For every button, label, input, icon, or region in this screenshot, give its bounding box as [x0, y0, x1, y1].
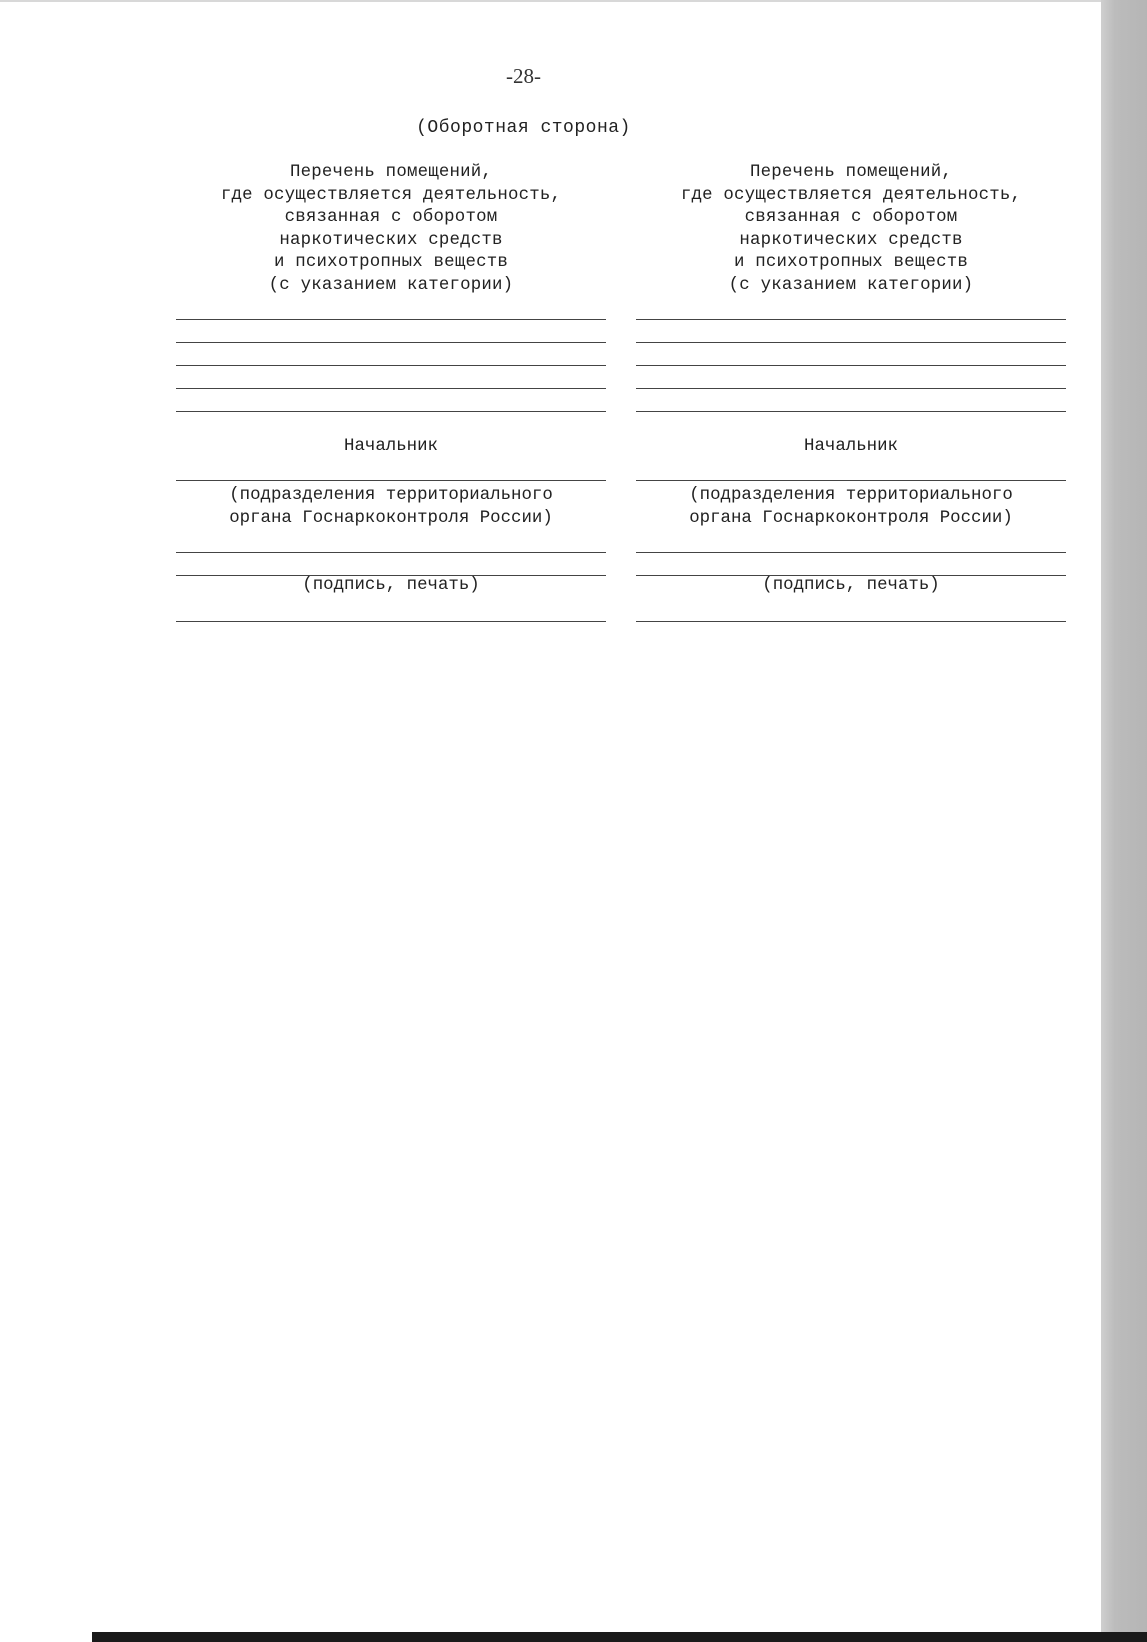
chief-name-line[interactable]: [176, 480, 606, 481]
signature-label: (подпись, печать): [302, 576, 480, 595]
chief-label: Начальник: [804, 437, 898, 456]
scan-bottom-bar: [92, 1632, 1147, 1642]
org-label: (подразделения территориального органа Госнаркоконтроля России): [689, 486, 1013, 528]
signature-line[interactable]: [636, 621, 1066, 622]
premises-entry-line-1[interactable]: [176, 319, 606, 320]
left-column: [176, 162, 606, 595]
org-entry-line-1[interactable]: [176, 552, 606, 553]
premises-entry-line-4[interactable]: [636, 388, 1066, 389]
scan-top-edge: [0, 0, 1147, 2]
premises-entry-line-3[interactable]: [636, 365, 1066, 366]
premises-entry-line-5[interactable]: [176, 411, 606, 412]
premises-list-title: Перечень помещений, где осуществляется деятельность, связанная с оборотом наркотических средств и психотропных веществ (с указанием категории): [680, 163, 1022, 295]
org-entry-line-1[interactable]: [636, 552, 1066, 553]
right-column: [636, 162, 1066, 595]
premises-entry-line-2[interactable]: [636, 342, 1066, 343]
premises-entry-line-3[interactable]: [176, 365, 606, 366]
page-number: -28-: [506, 64, 541, 88]
chief-label: Начальник: [344, 437, 438, 456]
premises-entry-line-5[interactable]: [636, 411, 1066, 412]
side-title: (Оборотная сторона): [416, 118, 631, 138]
chief-name-line[interactable]: [636, 480, 1066, 481]
premises-entry-line-4[interactable]: [176, 388, 606, 389]
premises-entry-line-1[interactable]: [636, 319, 1066, 320]
premises-list-title: Перечень помещений, где осуществляется деятельность, связанная с оборотом наркотических средств и психотропных веществ (с указанием категории): [220, 163, 562, 295]
premises-entry-line-2[interactable]: [176, 342, 606, 343]
signature-label: (подпись, печать): [762, 576, 940, 595]
scan-shadow: [1101, 0, 1147, 1642]
signature-line[interactable]: [176, 621, 606, 622]
org-label: (подразделения территориального органа Госнаркоконтроля России): [229, 486, 553, 528]
